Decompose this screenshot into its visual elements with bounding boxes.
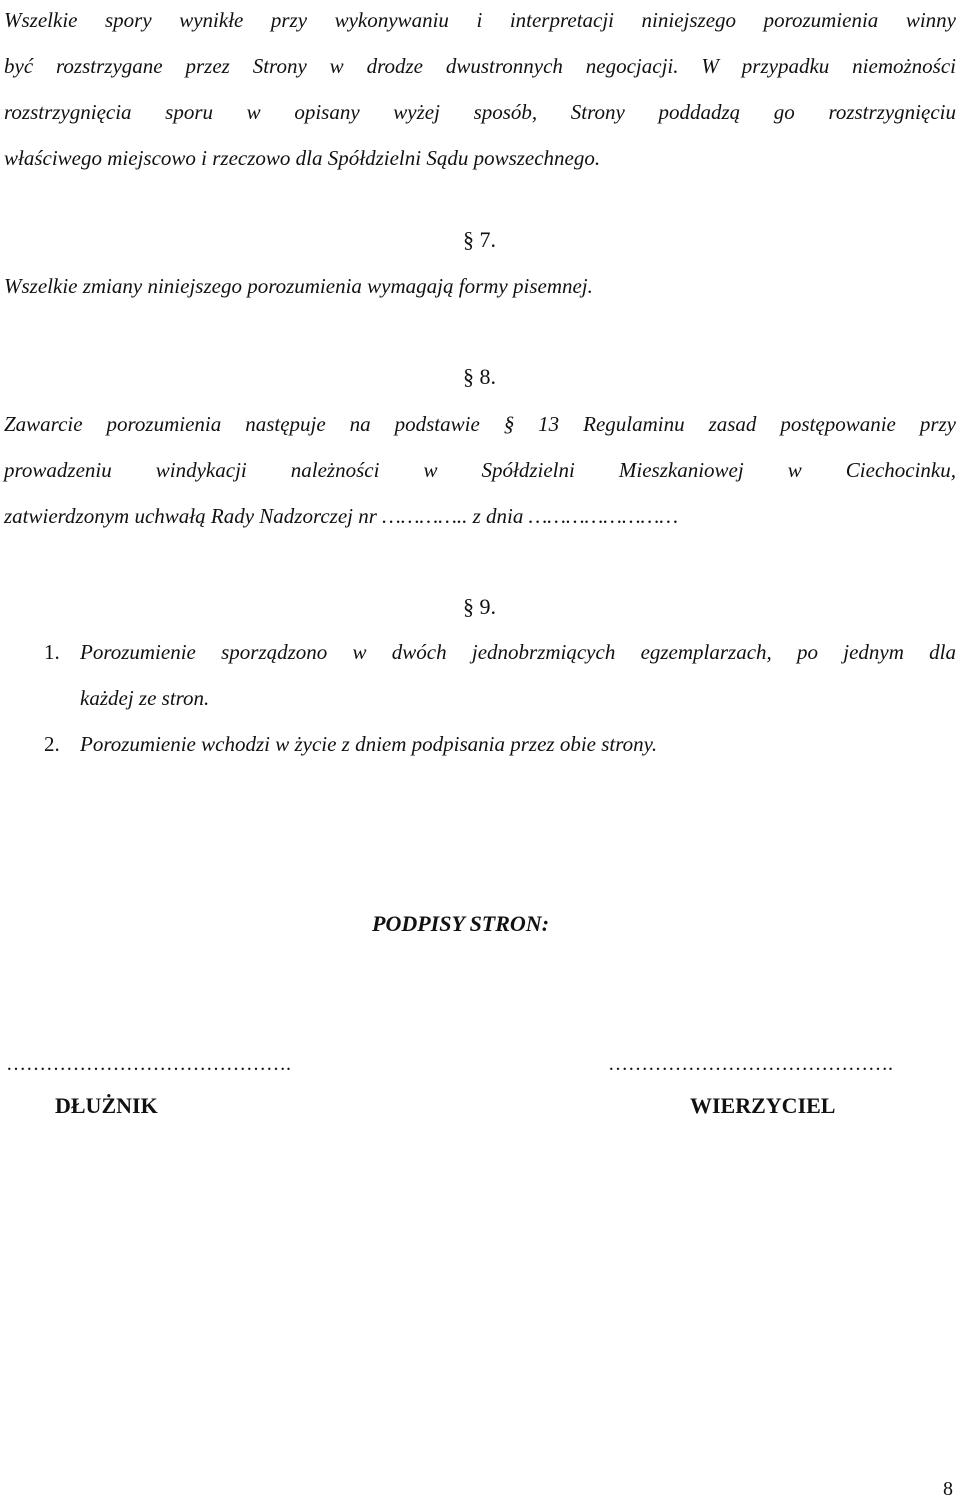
- section-heading: § 7.: [463, 227, 496, 252]
- section-text: Wszelkie zmiany niniejszego porozumienia wymagają formy pisemnej.: [4, 274, 593, 298]
- list-item-line: Porozumienie wchodzi w życie z dniem podpisania przez obie strony.: [80, 732, 658, 756]
- paragraph-line: być rozstrzygane przez Strony w drodze dwustronnych negocjacji. W przypadku niemożności: [4, 54, 956, 78]
- signatures-title: PODPISY STRON:: [372, 911, 550, 936]
- page-number: 8: [943, 1478, 953, 1500]
- signature-line-creditor: …………………………………….: [608, 1053, 893, 1075]
- section-text-line: zatwierdzonym uchwałą Rady Nadzorczej nr ………….. z dnia ……………………: [4, 504, 678, 528]
- list-item-line: każdej ze stron.: [80, 686, 210, 710]
- paragraph-line: rozstrzygnięcia sporu w opisany wyżej sposób, Strony poddadzą go rozstrzygnięciu: [4, 100, 956, 124]
- signature-label-debtor: DŁUŻNIK: [55, 1093, 158, 1118]
- list-item-line: Porozumienie sporządzono w dwóch jednobrzmiących egzemplarzach, po jednym dla: [80, 640, 956, 664]
- section-heading: § 9.: [463, 594, 496, 619]
- signature-line-debtor: …………………………………….: [6, 1053, 291, 1075]
- list-number: 1.: [44, 640, 60, 664]
- paragraph-line: właściwego miejscowo i rzeczowo dla Spółdzielni Sądu powszechnego.: [4, 146, 601, 170]
- section-heading: § 8.: [463, 364, 496, 389]
- section-text-line: Zawarcie porozumienia następuje na podstawie § 13 Regulaminu zasad postępowanie przy: [4, 412, 956, 436]
- paragraph-line: Wszelkie spory wynikłe przy wykonywaniu i interpretacji niniejszego porozumienia winny: [4, 8, 956, 32]
- section-text-line: prowadzeniu windykacji należności w Spółdzielni Mieszkaniowej w Ciechocinku,: [4, 458, 956, 482]
- signature-label-creditor: WIERZYCIEL: [690, 1093, 836, 1118]
- list-number: 2.: [44, 732, 60, 756]
